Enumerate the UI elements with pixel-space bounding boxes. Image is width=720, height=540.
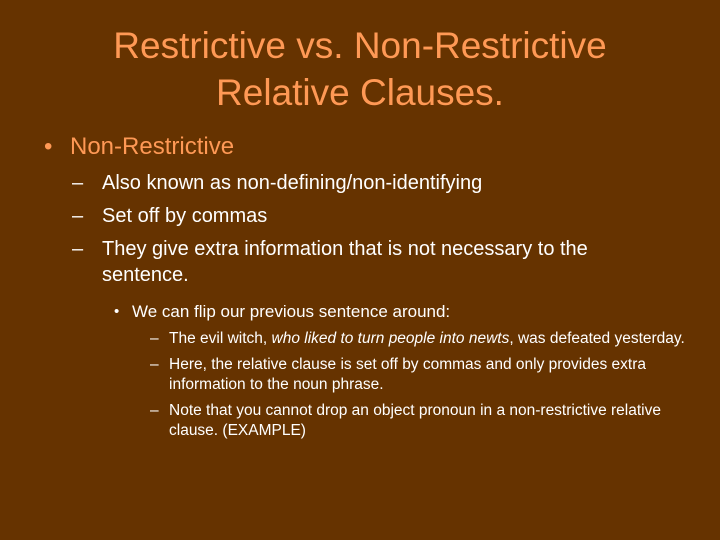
dash-icon: –: [150, 356, 159, 373]
dash-icon: –: [72, 238, 84, 260]
example-relative-clause: who liked to turn people into newts: [271, 330, 510, 347]
dash-icon: –: [150, 330, 159, 347]
slide-title-line-2: Relative Clauses.: [216, 72, 504, 113]
dash-icon: –: [72, 172, 84, 194]
sub-bullet-text: Set off by commas: [102, 205, 268, 227]
example-text-after: , was defeated yesterday.: [509, 330, 685, 347]
bullet-icon: •: [44, 133, 53, 160]
bullet-text: Non-Restrictive: [70, 133, 235, 160]
fourth-level-text: Note that you cannot drop an object pronoun in a non-restrictive relative clause. (EXAMPLE): [169, 402, 661, 439]
sub-bullet-item: [72, 203, 672, 229]
sub-bullet-item: [72, 236, 672, 288]
example-text-before: The evil witch,: [169, 330, 272, 347]
fourth-level-list: [150, 329, 690, 447]
dash-icon: –: [150, 402, 159, 419]
dash-icon: –: [72, 205, 84, 227]
sub-bullet-text: They give extra information that is not necessary to the sentence.: [102, 238, 588, 286]
sub-bullet-list: [72, 170, 672, 295]
bullet-icon: •: [114, 303, 120, 320]
example-sentence-item: [150, 329, 690, 349]
sub-bullet-item: [72, 170, 672, 196]
fourth-level-item: [150, 401, 690, 441]
sub-bullet-text: Also known as non-defining/non-identifying: [102, 172, 483, 194]
slide-title: [40, 22, 680, 116]
third-level-text: We can flip our previous sentence around:: [132, 302, 451, 321]
fourth-level-text: Here, the relative clause is set off by commas and only provides extra information to the noun phrase.: [169, 356, 646, 393]
fourth-level-item: [150, 355, 690, 395]
slide-title-line-1: Restrictive vs. Non-Restrictive: [113, 25, 607, 66]
